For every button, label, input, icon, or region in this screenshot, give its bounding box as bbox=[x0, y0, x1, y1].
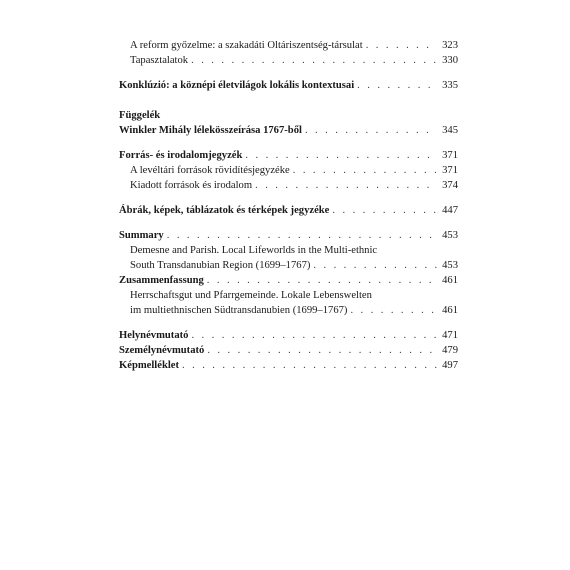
toc-entry-title: Függelék bbox=[119, 110, 161, 121]
toc-entry-title: Kiadott források és irodalom bbox=[130, 180, 253, 191]
toc-entry bbox=[119, 178, 458, 193]
toc-entry bbox=[119, 328, 458, 343]
dot-leader bbox=[293, 163, 437, 178]
toc-entry-page: 345 bbox=[442, 125, 458, 136]
toc-entry-title: A levéltári források rövidítésjegyzéke bbox=[130, 165, 290, 176]
toc-entry-page: 479 bbox=[442, 345, 458, 356]
dot-leader bbox=[207, 273, 437, 288]
toc-entry-page: 453 bbox=[442, 260, 458, 271]
toc-entry bbox=[119, 38, 458, 53]
toc-entry bbox=[119, 243, 458, 258]
toc-entry-page: 447 bbox=[442, 205, 458, 216]
dot-leader bbox=[255, 178, 437, 193]
toc-entry bbox=[119, 288, 458, 303]
toc-entry bbox=[119, 148, 458, 163]
toc-entry bbox=[119, 258, 458, 273]
dot-leader bbox=[313, 258, 437, 273]
dot-leader bbox=[305, 123, 437, 138]
dot-leader bbox=[357, 78, 437, 93]
toc-entry bbox=[119, 203, 458, 218]
dot-leader bbox=[207, 343, 437, 358]
toc-entry-title: Ábrák, képek, táblázatok és térképek jegyzéke bbox=[119, 205, 330, 216]
dot-leader bbox=[350, 303, 437, 318]
toc-section-heading bbox=[119, 108, 458, 123]
dot-leader bbox=[167, 228, 437, 243]
toc-entry-page: 371 bbox=[442, 150, 458, 161]
toc-entry-title: A reform győzelme: a szakadáti Oltáriszentség-társulat bbox=[130, 40, 363, 51]
dot-leader bbox=[191, 53, 437, 68]
toc-entry-title: Forrás- és irodalomjegyzék bbox=[119, 150, 243, 161]
dot-leader bbox=[332, 203, 437, 218]
toc-entry bbox=[119, 228, 458, 243]
dot-leader bbox=[191, 328, 437, 343]
toc-entry-page: 335 bbox=[442, 80, 458, 91]
toc-entry bbox=[119, 273, 458, 288]
toc-entry-title: Konklúzió: a köznépi életvilágok lokális kontextusai bbox=[119, 80, 355, 91]
toc-entry-page: 453 bbox=[442, 230, 458, 241]
toc-entry-title: Summary bbox=[119, 230, 164, 241]
toc-entry-title: South Transdanubian Region (1699–1767) bbox=[130, 260, 311, 271]
dot-leader bbox=[182, 358, 437, 373]
toc-entry-page: 330 bbox=[442, 55, 458, 66]
toc-entry-page: 323 bbox=[442, 40, 458, 51]
toc-entry bbox=[119, 303, 458, 318]
toc-entry-title: Zusammenfassung bbox=[119, 275, 204, 286]
toc-entry bbox=[119, 53, 458, 68]
dot-leader bbox=[245, 148, 437, 163]
toc-entry-title: Herrschaftsgut und Pfarrgemeinde. Lokale Lebenswelten bbox=[130, 290, 372, 301]
toc-entry bbox=[119, 78, 458, 93]
toc-entry-title: Winkler Mihály lélekösszeírása 1767-ből bbox=[119, 125, 302, 136]
toc-entry bbox=[119, 123, 458, 138]
toc-entry-page: 374 bbox=[442, 180, 458, 191]
toc-entry-page: 461 bbox=[442, 275, 458, 286]
toc-entry-title: im multiethnischen Südtransdanubien (1699–1767) bbox=[130, 305, 348, 316]
toc-entry bbox=[119, 358, 458, 373]
toc-entry bbox=[119, 343, 458, 358]
table-of-contents bbox=[119, 38, 458, 373]
dot-leader bbox=[366, 38, 437, 53]
toc-entry-page: 471 bbox=[442, 330, 458, 341]
toc-entry-page: 461 bbox=[442, 305, 458, 316]
toc-entry-page: 497 bbox=[442, 360, 458, 371]
toc-entry-title: Képmelléklet bbox=[119, 360, 180, 371]
toc-entry-title: Demesne and Parish. Local Lifeworlds in the Multi-ethnic bbox=[130, 245, 378, 256]
toc-entry-title: Személynévmutató bbox=[119, 345, 205, 356]
toc-entry bbox=[119, 163, 458, 178]
toc-entry-page: 371 bbox=[442, 165, 458, 176]
toc-entry-title: Helynévmutató bbox=[119, 330, 189, 341]
toc-entry-title: Tapasztalatok bbox=[130, 55, 189, 66]
